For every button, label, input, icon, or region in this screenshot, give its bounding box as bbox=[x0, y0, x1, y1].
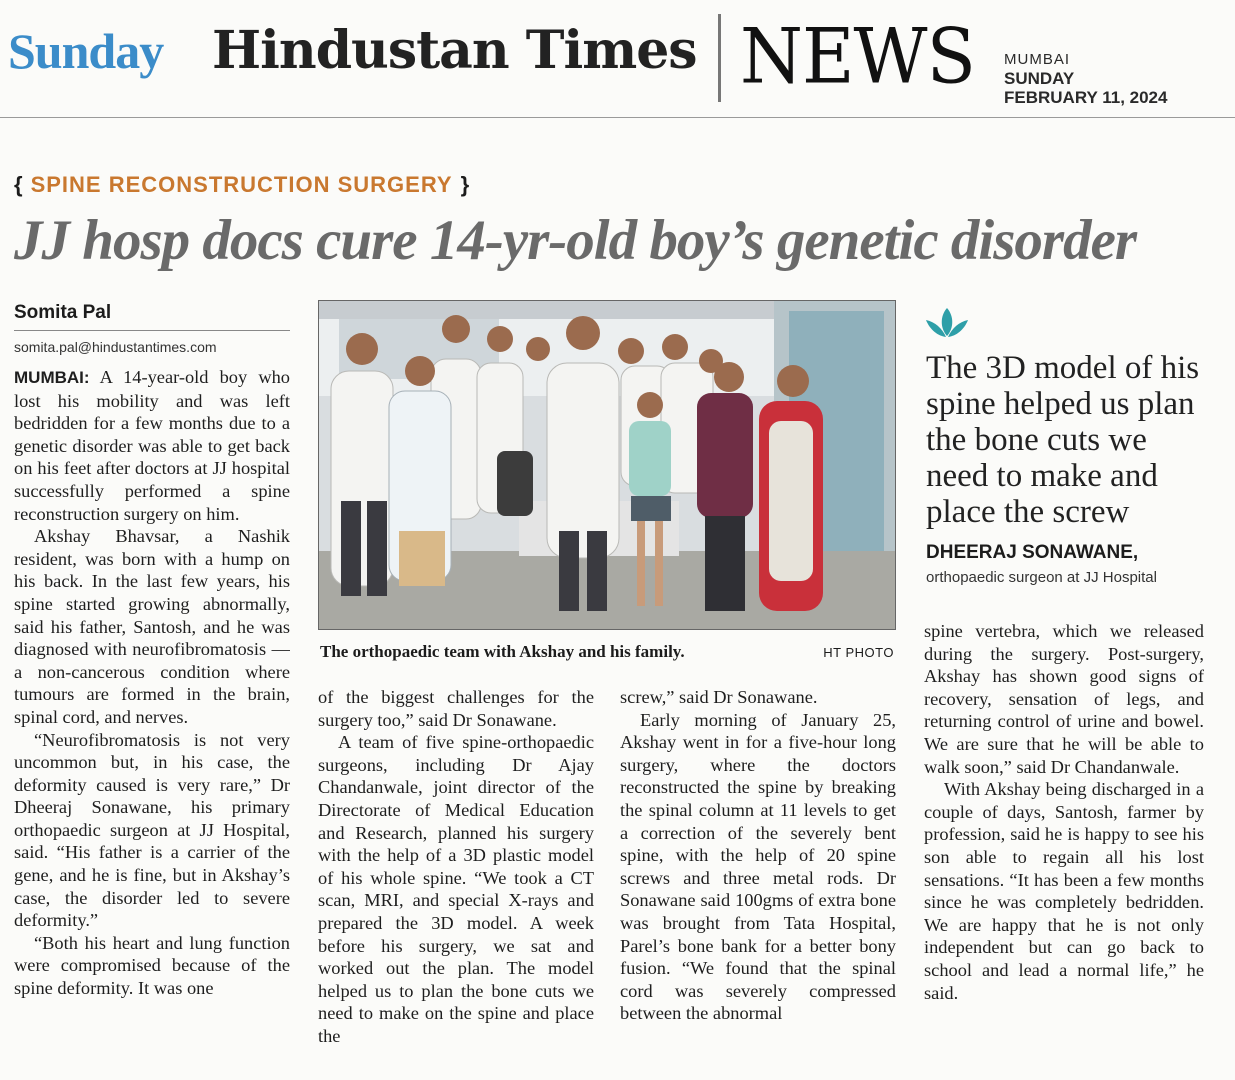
byline-name: Somita Pal bbox=[14, 302, 290, 331]
dateline: MUMBAI: bbox=[14, 368, 90, 387]
section-name: NEWS bbox=[740, 11, 975, 101]
kicker bbox=[14, 172, 469, 198]
article-paragraph: “Both his heart and lung function were compromised because of the spine deformity. It was one bbox=[14, 932, 290, 999]
article-paragraph: screw,” said Dr Sonawane. bbox=[620, 687, 818, 707]
article-paragraph: “Neurofibromatosis is not very uncommon but, in his case, the deformity caused is very rare,” Dr Dheeraj Sonawane, his primary orthopaedic surgeon at JJ Hospital, said. “His father is a carrier of the gene, and he is fine, but in Akshay’s case, the disorder led to severe deformity.” bbox=[14, 729, 290, 931]
edition-info bbox=[1004, 50, 1167, 107]
kicker-open-brace: { bbox=[14, 172, 23, 197]
edition-date: FEBRUARY 11, 2024 bbox=[1004, 88, 1168, 107]
article-paragraph bbox=[14, 366, 290, 525]
article-paragraph: of the biggest challenges for the surgery too,” said Dr Sonawane. bbox=[318, 687, 594, 730]
kicker-close-brace: } bbox=[460, 172, 470, 197]
edition-city: MUMBAI bbox=[1004, 51, 1070, 68]
article-paragraph: A team of five spine-orthopaedic surgeons, including Dr Ajay Chandanwale, joint director of the Directorate of Medical Education and Research, planned his surgery with the help of a 3D plastic model of his whole spine. “We took a CT scan, MRI, and special X-rays and prepared the 3D model. A week before his surgery, we sat and worked out the plan. The model helped us to plan the bone cuts we need to make on the spine and place the bbox=[318, 732, 594, 1046]
article-paragraph: spine vertebra, which we released during the surgery. Post-surgery, Akshay has shown good signs of recovery, sensation of legs, and returning control of urine and bowel. We are sure that he will be able to walk soon,” said Dr Chandanwale. bbox=[924, 621, 1204, 777]
article-column-1 bbox=[14, 366, 290, 1052]
photo-illustration bbox=[319, 301, 896, 630]
article-paragraph: Early morning of January 25, Akshay went in for a five-hour long surgery, where the doctors reconstructed the spine by breaking the spinal column at 11 levels to get a correction of the severely bent spine, with the help of 20 spine screws and three metal rods. Dr Sonawane said 100gms of extra bone was brought from Tata Hospital, Parel’s bone bank for a better bony fusion. “We found that the spinal cord was severely compressed between the abnormal bbox=[620, 709, 896, 1024]
masthead-divider bbox=[718, 14, 721, 102]
masthead bbox=[0, 0, 1235, 118]
photo-credit: HT PHOTO bbox=[823, 645, 894, 660]
caption-text: The orthopaedic team with Akshay and his family. bbox=[320, 642, 685, 661]
kicker-text: SPINE RECONSTRUCTION SURGERY bbox=[30, 172, 453, 197]
byline-email: somita.pal@hindustantimes.com bbox=[14, 339, 217, 355]
article-column-4 bbox=[924, 620, 1204, 1056]
team-photo bbox=[318, 300, 896, 630]
pull-quote-name: DHEERAJ SONAWANE, bbox=[926, 542, 1139, 563]
paragraph-text: A 14-year-old boy who lost his mobility and was left bedridden for a few months due to a genetic disorder was able to get back on his feet after doctors at JJ hospital successfully performed a spine reconstruction surgery on him. bbox=[14, 367, 290, 524]
byline bbox=[14, 302, 290, 355]
pull-quote: The 3D model of his spine helped us plan the bone cuts we need to make and place the screw bbox=[926, 350, 1200, 530]
photo-caption bbox=[318, 640, 896, 666]
masthead-sunday: Sunday bbox=[8, 23, 164, 79]
pull-quote-role: orthopaedic surgeon at JJ Hospital bbox=[926, 569, 1157, 586]
article-column-3 bbox=[620, 686, 896, 1052]
article-paragraph: With Akshay being discharged in a couple of days, Santosh, farmer by profession, said he is happy to see his son able to regain all his lost sensations. “It has been a few months since he was completely bedridden. We are happy that he is not only independent but can go back to school and lead a normal life,” he said. bbox=[924, 779, 1204, 1003]
masthead-paper-name: Hindustan Times bbox=[212, 20, 697, 81]
article-column-2 bbox=[318, 686, 594, 1052]
edition-day: SUNDAY bbox=[1004, 69, 1075, 88]
article-paragraph: Akshay Bhavsar, a Nashik resident, was born with a hump on his back. In the last few years, his spine started growing abnormally, said his father, Santosh, and he was diagnosed with neurofibromatosis — a non-cancerous condition where tumours are formed in the brain, spinal cord, and nerves. bbox=[14, 526, 290, 727]
lotus-icon bbox=[924, 306, 970, 345]
headline: JJ hosp docs cure 14-yr-old boy’s genetic disorder bbox=[14, 209, 1137, 272]
